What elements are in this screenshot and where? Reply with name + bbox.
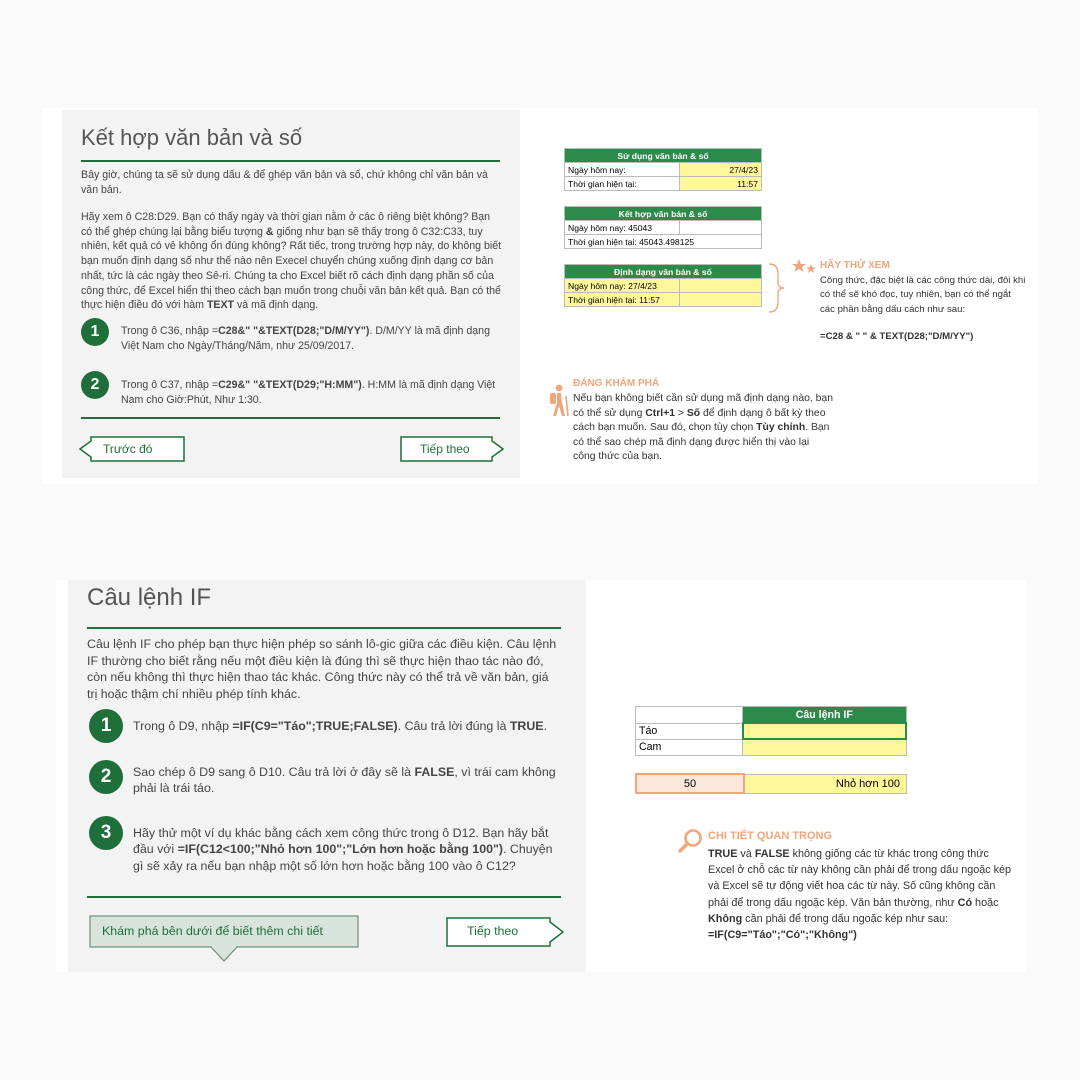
prev-button[interactable] — [79, 436, 185, 462]
number-input-cell[interactable]: 50 — [636, 774, 744, 793]
try-it-heading: HÃY THỬ XEM — [820, 260, 890, 271]
cell-empty[interactable] — [680, 221, 762, 235]
page-title: Kết hợp văn bản và số — [81, 125, 303, 150]
table-header: Sử dụng văn bản & số — [565, 149, 762, 163]
cell-empty[interactable] — [680, 293, 762, 307]
step-1-badge: 1 — [89, 709, 123, 743]
cell-value[interactable]: Thời gian hiện tại: 45043.498125 — [565, 235, 762, 249]
body-text: Hãy xem ô C28:D29. Bạn có thấy ngày và thời gian nằm ở các ô riêng biệt không? Bạn có thể ghép chúng lại bằng biểu tượng & giống như bạn sẽ thấy trong ô C32:C33, tuy nhiên, kết quả có vẻ không ổn đúng không? Rất tiếc, trong trường hợp này, do không biết bạn muốn định dạng số như thế nào nên Execel chuyển chúng xuống định dạng cơ bản nhất, tức là các ngày theo Sê-ri. Chúng ta cho Excel biết rõ cách định dạng phần số của công thức, để Excel hiển thị theo cách bạn muốn trong chuỗi văn bản kết quả. Bạn có thể thực hiện điều đó với hàm TEXT và mã định dạng. — [81, 211, 502, 312]
step-2-text: Sao chép ô D9 sang ô D10. Câu trả lời ở đây sẽ là FALSE, vì trái cam không phải là trái táo. — [133, 765, 556, 796]
explore-below-label: Khám phá bên dưới để biết thêm chi tiết — [102, 924, 323, 938]
intro-text: Bây giờ, chúng ta sẽ sử dụng dấu & để ghép văn bản và số, chứ không chỉ văn bản và văn bản. — [81, 169, 488, 196]
instruction-panel — [62, 110, 520, 478]
if-statement-table — [635, 706, 907, 756]
step-2-badge: 2 — [89, 760, 123, 794]
slide-2 — [56, 580, 1026, 972]
if-number-table — [635, 773, 907, 794]
cell-result[interactable] — [743, 739, 907, 755]
intro-text: Câu lệnh IF cho phép bạn thực hiện phép so sánh lô-gic giữa các điều kiện. Câu lệnh IF thường cho biết rằng nếu một điều kiện là đúng thì sẽ thực hiện thao tác nào đó, còn nếu không thì thực hiện thao tác khác. Công thức này có thể trả về văn bản, giá trị hoặc thậm chí nhiều phép tính khác. — [87, 637, 557, 701]
step-2-badge: 2 — [81, 371, 109, 399]
cell-empty[interactable] — [680, 279, 762, 293]
curly-brace-icon — [766, 262, 786, 314]
page-title: Câu lệnh IF — [87, 584, 212, 611]
table-combine-text-number — [564, 206, 762, 249]
magnifier-icon — [678, 828, 704, 854]
table-header: Kết hợp văn bản & số — [565, 207, 762, 221]
step-2-text: Trong ô C37, nhập =C29&" "&TEXT(D29;"H:MM"). H:MM là mã định dạng Việt Nam cho Giờ:Phút, Như 1:30. — [121, 379, 496, 406]
title-divider — [81, 160, 500, 162]
down-arrow-icon — [89, 915, 359, 965]
instruction-panel — [68, 580, 586, 972]
step-1-text: Trong ô C36, nhập =C28&" "&TEXT(D28;"D/M/YY"). D/M/YY là mã định dạng Việt Nam cho Ngày/Tháng/Năm, như 25/09/2017. — [121, 325, 490, 352]
bottom-divider — [81, 417, 500, 419]
step-3-badge: 3 — [89, 816, 123, 850]
table-format-text-number — [564, 264, 762, 307]
cell-result-selected[interactable] — [743, 723, 907, 739]
cell-label[interactable]: Ngày hôm nay: — [565, 163, 680, 177]
cell-label[interactable]: Cam — [636, 739, 743, 755]
explore-heading: ĐÁNG KHÁM PHÁ — [573, 378, 660, 389]
try-it-formula: =C28 & " " & TEXT(D28;"D/M/YY") — [820, 331, 974, 342]
cell-value[interactable]: Ngày hôm nay: 27/4/23 — [565, 279, 680, 293]
cell-empty[interactable] — [636, 707, 743, 724]
cell-value[interactable]: Thời gian hiện tại: 11:57 — [565, 293, 680, 307]
explore-text: Nếu bạn không biết cần sử dụng mã định dạng nào, bạn có thể sử dụng Ctrl+1 > Số để định dạng ô bất kỳ theo cách bạn muốn. Sau đó, chọn tùy chọn Tùy chỉnh. Bạn có thể sao chép mã định dạng được hiển thị vào lại công thức của bạn. — [573, 393, 833, 463]
cell-value[interactable]: 11:57 — [680, 177, 762, 191]
try-it-text: Công thức, đặc biệt là các công thức dài, đôi khi có thể sẽ khó đọc, tuy nhiên, bạn có thể ngắt các phần bằng dấu cách như sau: — [820, 275, 1026, 315]
next-button[interactable] — [400, 436, 504, 462]
step-1-badge: 1 — [81, 318, 109, 346]
cell-value[interactable]: Ngày hôm nay: 45043 — [565, 221, 680, 235]
stars-icon — [792, 258, 818, 278]
bottom-divider — [87, 896, 561, 898]
cell-label[interactable]: Thời gian hiện tại: — [565, 177, 680, 191]
step-1-text: Trong ô D9, nhập =IF(C9="Táo";TRUE;FALSE). Câu trả lời đúng là TRUE. — [133, 719, 548, 733]
next-button-label: Tiếp theo — [467, 924, 519, 938]
prev-button-label: Trước đó — [103, 442, 153, 456]
table-header: Định dạng văn bản & số — [565, 265, 762, 279]
step-3-text: Hãy thử một ví dụ khác bằng cách xem công thức trong ô D12. Bạn hãy bắt đầu với =IF(C12<100;"Nhỏ hơn 100";"Lớn hơn hoặc bằng 100"). Chuyện gì sẽ xảy ra nếu bạn nhập một số lớn hơn hoặc bằng 100 vào ô C12? — [133, 826, 553, 873]
explore-below-button[interactable] — [89, 915, 359, 965]
next-button-label: Tiếp theo — [420, 442, 470, 456]
hiker-icon — [546, 384, 570, 418]
detail-text: TRUE và FALSE không giống các từ khác trong công thức Excel ở chỗ các từ này không cần phải để trong dấu ngoặc kép và Excel sẽ tự động viết hoa các từ này. Số cũng không cần phải để trong dấu ngoặc kép. Văn bản thường, như Có hoặc Không cần phải để trong dấu ngoặc kép như sau: =IF(C9="Táo";"Có";"Không") — [708, 848, 1012, 942]
detail-heading: CHI TIẾT QUAN TRỌNG — [708, 830, 833, 842]
table-use-text-number — [564, 148, 762, 191]
slide-1 — [42, 108, 1038, 484]
cell-label[interactable]: Táo — [636, 723, 743, 739]
cell-value[interactable]: 27/4/23 — [680, 163, 762, 177]
next-button[interactable] — [446, 917, 564, 947]
table-header: Câu lệnh IF — [743, 707, 907, 724]
result-cell[interactable]: Nhỏ hơn 100 — [744, 774, 907, 793]
title-divider — [87, 627, 561, 629]
